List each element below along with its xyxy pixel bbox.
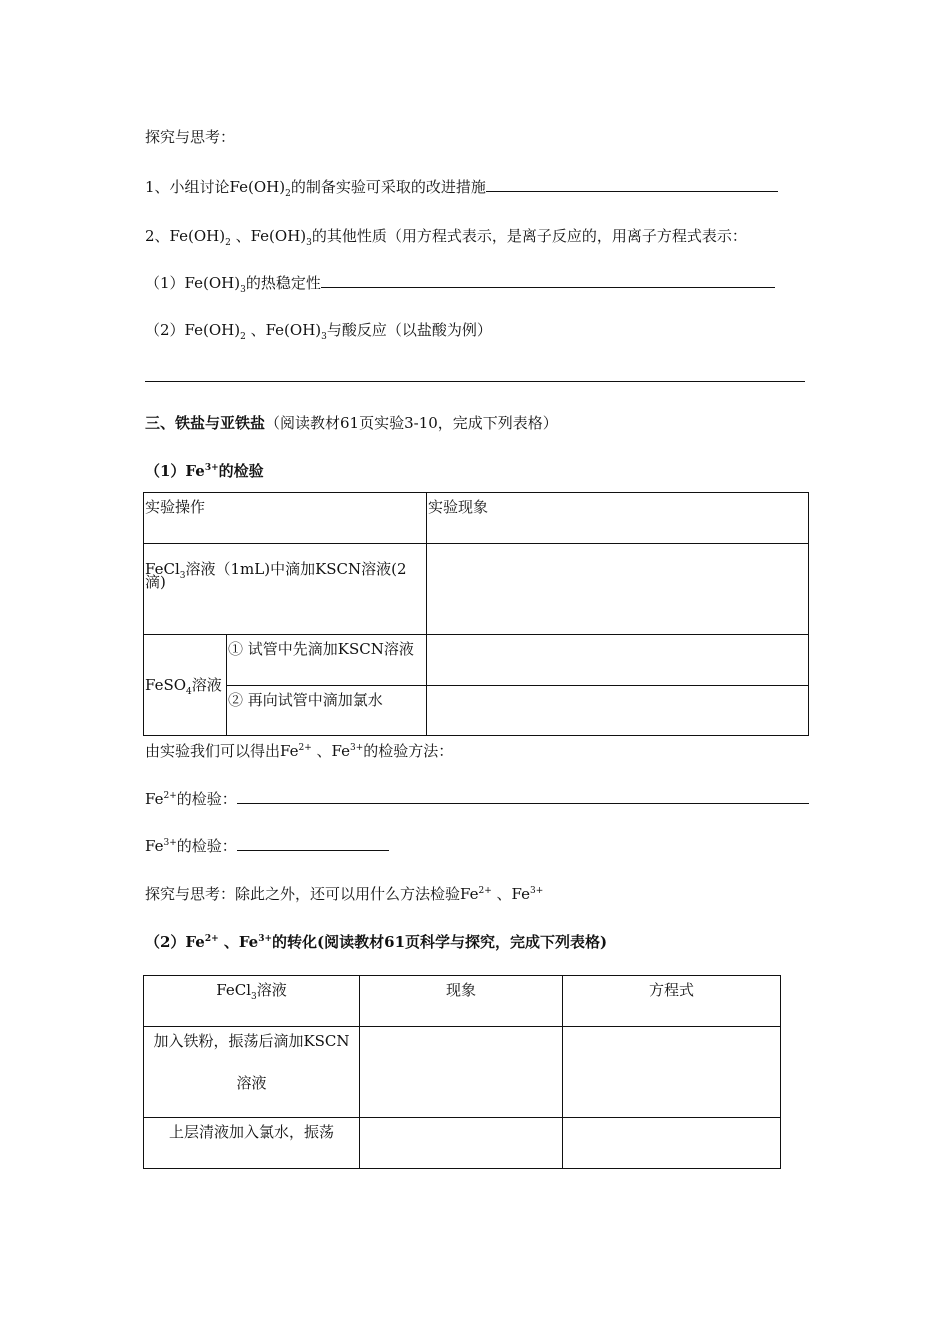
explore-heading: 探究与思考： (145, 128, 236, 146)
row-feso4-step1-phenomenon[interactable] (427, 635, 809, 686)
header-equation: 方程式 (563, 976, 781, 1027)
answer-blank[interactable] (237, 836, 389, 851)
section-3-heading: 三、铁盐与亚铁盐（阅读教材61页实验3-10，完成下列表格） (145, 414, 558, 432)
fe2-check-line: $Fe^{2+}$的检验： (145, 789, 809, 809)
question-2-1: $(1)Fe(OH)_3$的热稳定性 (145, 273, 775, 293)
row-add-chlorine-water-equation[interactable] (563, 1118, 781, 1169)
question-2: 2、$Fe(OH)_2$ 、$Fe(OH)_3$的其他性质（用方程式表示，是离子反应的，用离子方程式表示： (145, 227, 747, 248)
row-add-chlorine-water-phenomenon[interactable] (360, 1118, 563, 1169)
fe3-test-table (143, 492, 809, 736)
answer-line[interactable] (145, 381, 805, 382)
row-add-iron-powder-phenomenon[interactable] (360, 1027, 563, 1118)
row-add-iron-powder-equation[interactable] (563, 1027, 781, 1118)
row-fecl3-operation: FeCl$_3$溶液（1mL)中滴加KSCN溶液(2 滴) (144, 544, 427, 635)
answer-blank[interactable] (321, 273, 775, 288)
header-operation: 实验操作 (144, 493, 427, 544)
row-feso4-label: FeSO$_4$溶液 (144, 635, 227, 736)
question-1: 1、小组讨论$Fe(OH)_2$的制备实验可采取的改进措施 (145, 177, 778, 197)
answer-blank[interactable] (486, 177, 778, 192)
subsection-2-heading: $(2)Fe^{2+}$ 、$Fe^{3+}$的转化(阅读教材61页科学与探究，完成下列表格) (145, 933, 608, 951)
row-fecl3-phenomenon[interactable] (427, 544, 809, 635)
row-feso4-step2-phenomenon[interactable] (427, 686, 809, 736)
fe3-check-line: $Fe^{3+}$的检验： (145, 836, 389, 856)
row-feso4-step1: ① 试管中先滴加KSCN溶液 (227, 635, 427, 686)
explore-question-2: 探究与思考：除此之外，还可以用什么方法检验$Fe^{2+}$ 、$Fe^{3+}$ (145, 885, 544, 903)
row-feso4-step2: ② 再向试管中滴加氯水 (227, 686, 427, 736)
header-fecl3-solution: FeCl$_3$溶液 (144, 976, 360, 1027)
header-phenomenon: 实验现象 (427, 493, 809, 544)
conclusion-line: 由实验我们可以得出$Fe^{2+}$ 、$Fe^{3+}$的检验方法： (145, 742, 454, 760)
answer-blank[interactable] (237, 789, 809, 804)
question-2-2: $(2)Fe(OH)_2$ 、$Fe(OH)_3$与酸反应（以盐酸为例） (145, 321, 492, 342)
row-add-iron-powder: 加入铁粉，振荡后滴加KSCN 溶液 (144, 1027, 360, 1118)
row-add-chlorine-water: 上层清液加入氯水，振荡 (144, 1118, 360, 1169)
subsection-1-heading: $(1)Fe^{3+}$的检验 (145, 462, 264, 480)
header-phenomenon: 现象 (360, 976, 563, 1027)
conversion-table (143, 975, 781, 1169)
